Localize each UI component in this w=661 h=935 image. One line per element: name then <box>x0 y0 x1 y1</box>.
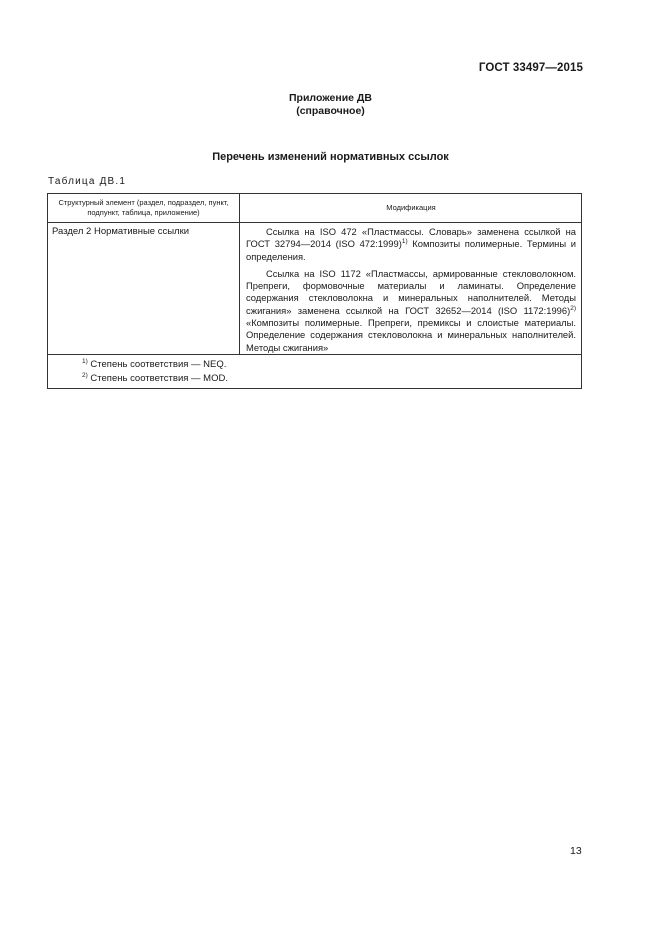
table-row <box>48 223 581 355</box>
footnote-1-marker: 1) <box>82 358 88 365</box>
references-table <box>47 193 582 389</box>
para1-text-a: Ссылка на ISO 472 «Пластмассы. Словарь» заменена ссылкой на ГОСТ 32794—2014 (ISO 472:1999) <box>246 226 576 250</box>
footnote-1 <box>82 358 581 372</box>
para2-text-a: Ссылка на ISO 1172 «Пластмассы, армированные стекловолокном. Препреги, формовочные материалы и ламинаты. Определение содержания стекловолокна и минеральных наполнителей. Методы сжигания» заменена ссылкой на ГОСТ 32652—2014 (ISO 1172:1996) <box>246 267 576 316</box>
para1-text-b: Композиты полимерные. Термины и определения. <box>246 238 577 262</box>
modification-paragraph-2 <box>246 268 576 354</box>
footnote-2-marker: 2) <box>82 372 88 379</box>
table-caption: Таблица ДВ.1 <box>48 176 127 187</box>
footnote-2 <box>82 372 581 386</box>
page-number: 13 <box>570 845 582 857</box>
standard-number: ГОСТ 33497—2015 <box>478 62 583 74</box>
appendix-title-block <box>0 92 661 118</box>
cell-structural-element: Раздел 2 Нормативные ссылки <box>48 223 240 354</box>
header-modification: Модификация <box>386 203 436 212</box>
section-heading: Перечень изменений нормативных ссылок <box>212 151 449 163</box>
footnote-2-text: Степень соответствия — MOD. <box>87 373 228 384</box>
table-header-row <box>48 194 581 223</box>
footnote-ref-1: 1) <box>401 238 408 246</box>
footnote-1-text: Степень соответствия — NEQ. <box>87 359 227 370</box>
header-structural-element: Структурный элемент (раздел, подраздел, пункт, подпункт, таблица, приложение) <box>48 194 240 222</box>
appendix-subtitle: (справочное) <box>296 105 365 117</box>
appendix-title: Приложение ДВ <box>289 92 372 104</box>
cell-modification <box>241 223 581 354</box>
table-footnotes <box>48 355 581 386</box>
para2-text-b: «Композиты полимерные. Препреги, премиксы и слоистые материалы. Определение содержания стекловолокна и минеральных наполнителей. Методы сжигания» <box>246 317 576 353</box>
modification-paragraph-1 <box>246 226 576 263</box>
footnote-ref-2: 2) <box>570 304 576 312</box>
